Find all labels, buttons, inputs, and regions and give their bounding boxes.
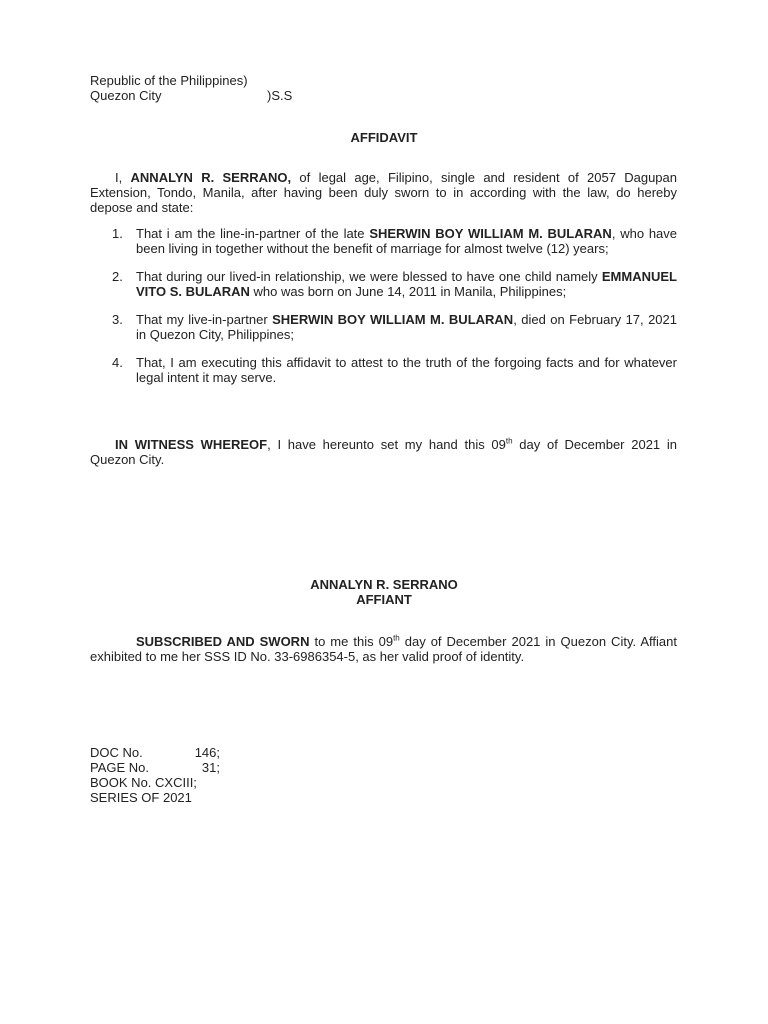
jurat-text: to me this 09 (309, 634, 394, 649)
statement-text: That, I am executing this affidavit to attest to the truth of the forgoing facts and for whatever legal intent it may serve. (136, 355, 677, 385)
doc-number-label: DOC No. (90, 745, 143, 760)
venue-ss: )S.S (267, 88, 293, 103)
document-title: AFFIDAVIT (350, 130, 418, 145)
notarial-register (90, 745, 290, 805)
page-number-row (90, 760, 290, 775)
affiant-signature-name: ANNALYN R. SERRANO (310, 577, 458, 592)
affiant-label: AFFIANT (356, 592, 412, 607)
doc-number-value: 146; (194, 745, 220, 760)
statement-number: 3. (112, 312, 123, 327)
book-number-row: BOOK No. CXCIII; (90, 775, 197, 790)
witness-paragraph (90, 437, 677, 467)
statement-item-2 (112, 269, 677, 299)
statement-text-tail: , died on February 17, 2021 in Quezon City, Philippines; (136, 312, 677, 342)
statement-bold-name: SHERWIN BOY WILLIAM M. BULARAN (369, 226, 612, 241)
statement-text-tail: who was born on June 14, 2011 in Manila, Philippines; (249, 284, 567, 299)
statement-bold-name: SHERWIN BOY WILLIAM M. BULARAN (272, 312, 514, 327)
intro-lead: I, (115, 170, 131, 185)
statement-number: 1. (112, 226, 123, 241)
series-row: SERIES OF 2021 (90, 790, 192, 805)
witness-text-tail: day of December 2021 in Quezon City. (90, 437, 677, 467)
statement-number: 2. (112, 269, 123, 284)
witness-heading: IN WITNESS WHEREOF (115, 437, 268, 452)
venue-republic: Republic of the Philippines) (90, 73, 248, 88)
statement-text: That i am the line-in-partner of the late (136, 226, 370, 241)
jurat-text-tail: day of December 2021 in Quezon City. Affiant exhibited to me her SSS ID No. 33-6986354-5, as her valid proof of identity. (90, 634, 677, 664)
intro-paragraph (90, 170, 677, 215)
witness-text: , I have hereunto set my hand this 09 (267, 437, 506, 452)
doc-number-row (90, 745, 290, 760)
jurat-ordinal: th (393, 633, 400, 643)
page-number-value: 31; (201, 760, 220, 775)
statement-number: 4. (112, 355, 123, 370)
affiant-name-intro: ANNALYN R. SERRANO, (130, 170, 292, 185)
statement-item-3 (112, 312, 677, 342)
page-number-label: PAGE No. (90, 760, 150, 775)
statement-bold-name: EMMANUEL VITO S. BULARAN (136, 269, 677, 299)
jurat-paragraph (90, 634, 677, 664)
intro-rest: of legal age, Filipino, single and resident of 2057 Dagupan Extension, Tondo, Manila, after having been duly sworn to in according with the law, do hereby depose and state: (90, 170, 677, 215)
statement-list (112, 226, 677, 398)
venue-block (90, 73, 390, 103)
statement-text: That my live-in-partner (136, 312, 273, 327)
statement-item-1 (112, 226, 677, 256)
statement-item-4 (112, 355, 677, 385)
jurat-heading: SUBSCRIBED AND SWORN (136, 634, 310, 649)
venue-city: Quezon City (90, 88, 162, 103)
venue-city-row (90, 88, 390, 103)
witness-ordinal: th (505, 436, 513, 446)
statement-text-tail: , who have been living in together without the benefit of marriage for almost twelve (12) years; (136, 226, 678, 256)
statement-text: That during our lived-in relationship, we were blessed to have one child namely (136, 269, 602, 284)
